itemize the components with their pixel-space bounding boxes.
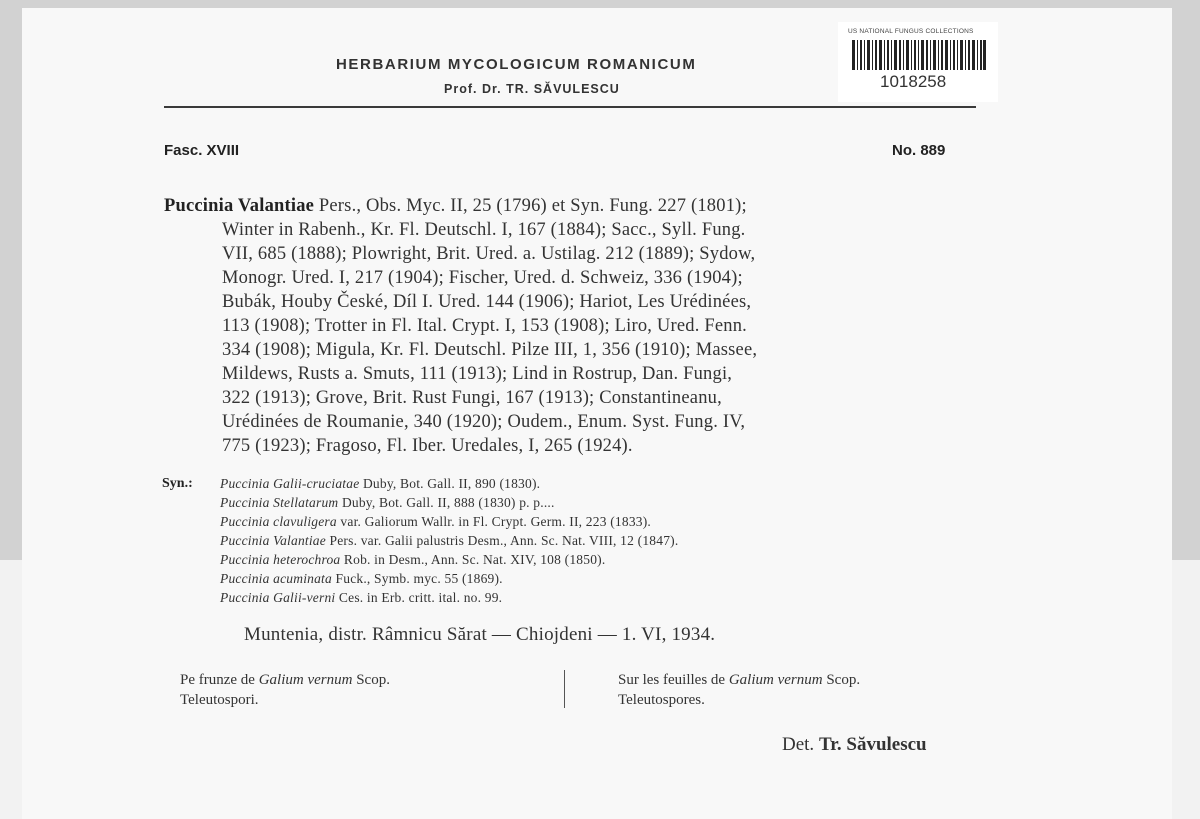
synonym-item: Puccinia clavuligera var. Galiorum Wallr. in Fl. Crypt. Germ. II, 223 (1833). — [220, 514, 651, 529]
host-romanian: Pe frunze de Galium vernum Scop. — [180, 672, 390, 688]
citation-line: 775 (1923); Fragoso, Fl. Iber. Uredales, I, 265 (1924). — [222, 436, 633, 456]
citation-line: 334 (1908); Migula, Kr. Fl. Deutschl. Pilze III, 1, 356 (1910); Massee, — [222, 340, 758, 360]
synonym-item: Puccinia Galii-verni Ces. in Erb. critt. ital. no. 99. — [220, 590, 503, 605]
species-name: Puccinia Valantiae — [164, 196, 315, 216]
citation-line: VII, 685 (1888); Plowright, Brit. Ured. a. Ustilag. 212 (1889); Sydow, — [222, 244, 756, 264]
synonym-item: Puccinia acuminata Fuck., Symb. myc. 55 (1869). — [220, 571, 503, 586]
citation-line: Bubák, Houby České, Díl I. Ured. 144 (1906); Hariot, Les Urédinées, — [222, 292, 752, 312]
header-divider — [164, 106, 976, 108]
citation-line: 322 (1913); Grove, Brit. Rust Fungi, 167 (1913); Constantineanu, — [222, 388, 722, 408]
fascicle-number: Fasc. XVIII — [164, 142, 240, 159]
citation-line: 113 (1908); Trotter in Fl. Ital. Crypt. I, 153 (1908); Liro, Ured. Fenn. — [222, 316, 747, 336]
synonyms-label: Syn.: — [162, 476, 193, 491]
citation-line: Winter in Rabenh., Kr. Fl. Deutschl. I, 167 (1884); Sacc., Syll. Fung. — [222, 220, 746, 240]
herbarium-curator: Prof. Dr. TR. SĂVULESCU — [444, 82, 620, 96]
citation-line: Puccinia Valantiae Pers., Obs. Myc. II, 25 (1796) et Syn. Fung. 227 (1801); — [164, 196, 747, 216]
host-french: Sur les feuilles de Galium vernum Scop. — [618, 672, 861, 688]
synonym-item: Puccinia Galii-cruciatae Duby, Bot. Gall. II, 890 (1830). — [220, 476, 541, 491]
barcode-number: 1018258 — [880, 72, 947, 91]
barcode-icon — [852, 40, 986, 70]
synonym-item: Puccinia Valantiae Pers. var. Galii palustris Desm., Ann. Sc. Nat. VIII, 12 (1847). — [220, 533, 679, 548]
barcode-institution: US NATIONAL FUNGUS COLLECTIONS — [848, 28, 974, 35]
synonym-item: Puccinia Stellatarum Duby, Bot. Gall. II, 888 (1830) p. p.... — [220, 495, 555, 510]
synonym-item: Puccinia heterochroa Rob. in Desm., Ann. Sc. Nat. XIV, 108 (1850). — [220, 552, 606, 567]
stage-french: Teleutospores. — [618, 692, 705, 708]
determiner: Det. Tr. Săvulescu — [782, 734, 927, 755]
citation-line: Mildews, Rusts a. Smuts, 111 (1913); Lind in Rostrup, Dan. Fungi, — [222, 364, 733, 384]
citation-line: Monogr. Ured. I, 217 (1904); Fischer, Ured. d. Schweiz, 336 (1904); — [222, 268, 743, 288]
stage-romanian: Teleutospori. — [180, 692, 259, 708]
host-divider — [564, 670, 565, 708]
citation-line: Urédinées de Roumanie, 340 (1920); Oudem., Enum. Syst. Fung. IV, — [222, 412, 746, 432]
specimen-number: No. 889 — [892, 142, 946, 159]
collection-locality: Muntenia, distr. Râmnicu Sărat — Chiojdeni — 1. VI, 1934. — [244, 624, 716, 645]
herbarium-title: HERBARIUM MYCOLOGICUM ROMANICUM — [336, 56, 697, 73]
